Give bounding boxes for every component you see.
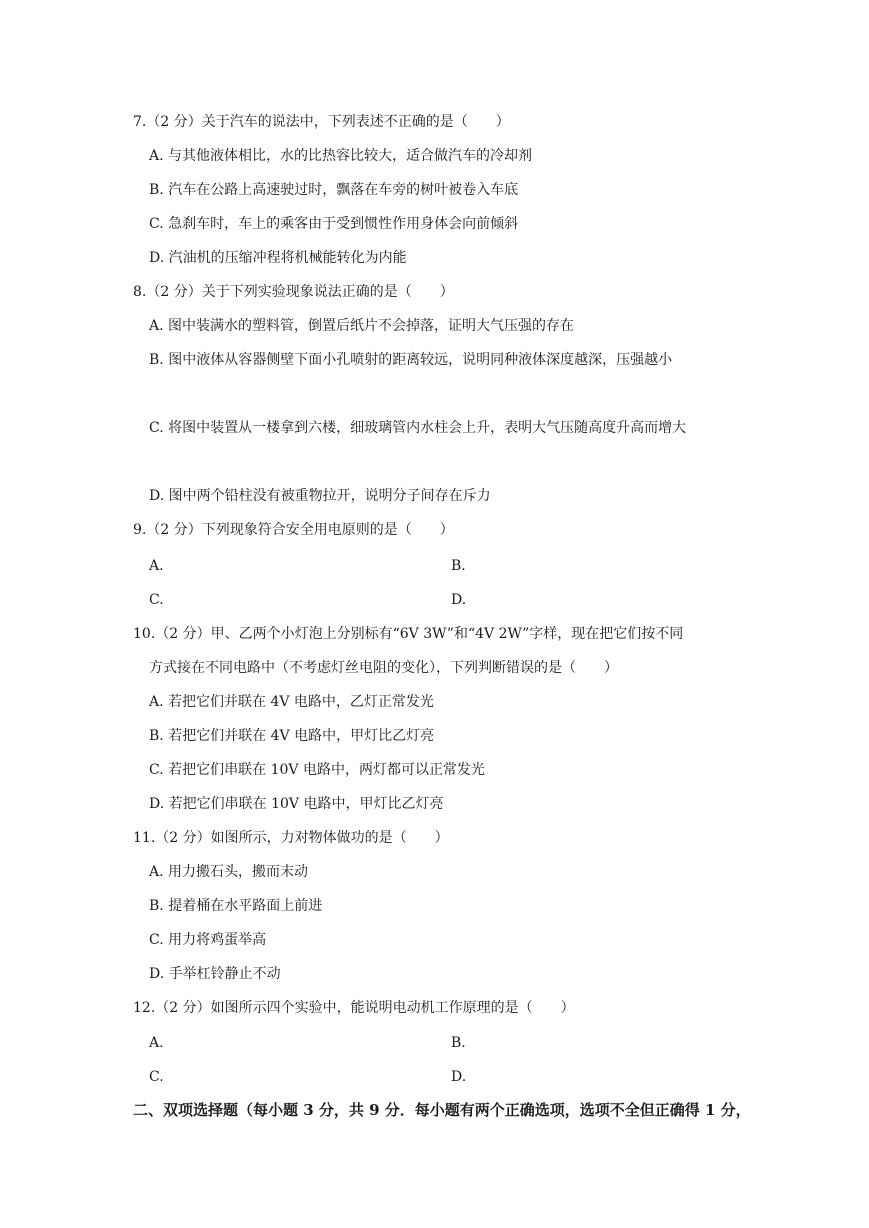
question-11-option-d: D. 手举杠铃静止不动 — [149, 966, 281, 982]
question-7-option-d: D. 汽油机的压缩冲程将机械能转化为内能 — [149, 250, 407, 266]
question-7-option-b: B. 汽车在公路上高速驶过时，飘落在车旁的树叶被卷入车底 — [149, 182, 519, 198]
question-11-stem: 11.（2 分）如图所示，力对物体做功的是（ ） — [133, 830, 449, 846]
question-8-option-d: D. 图中两个铅柱没有被重物拉开，说明分子间存在斥力 — [149, 488, 491, 504]
question-7-stem: 7.（2 分）关于汽车的说法中，下列表述不正确的是（ ） — [133, 114, 510, 130]
question-9-option-a: A. — [149, 558, 164, 574]
question-10-option-d: D. 若把它们串联在 10V 电路中，甲灯比乙灯亮 — [149, 796, 444, 812]
question-11-option-a: A. 用力搬石头，搬而末动 — [149, 864, 309, 880]
question-9-option-c: C. — [149, 592, 164, 608]
question-8-stem: 8.（2 分）关于下列实验现象说法正确的是（ ） — [133, 284, 454, 300]
question-12-option-c: C. — [149, 1069, 164, 1085]
question-9-option-b: B. — [451, 558, 466, 574]
question-10-option-b: B. 若把它们并联在 4V 电路中，甲灯比乙灯亮 — [149, 728, 435, 744]
question-11-option-b: B. 提着桶在水平路面上前进 — [149, 898, 323, 914]
question-9-stem: 9.（2 分）下列现象符合安全用电原则的是（ ） — [133, 522, 454, 538]
question-10-option-a: A. 若把它们并联在 4V 电路中，乙灯正常发光 — [149, 694, 434, 710]
question-8-option-c: C. 将图中装置从一楼拿到六楼，细玻璃管内水柱会上升，表明大气压随高度升高而增大 — [149, 420, 687, 436]
question-10-stem-continued: 方式接在不同电路中（不考虑灯丝电阻的变化），下列判断错误的是（ ） — [149, 660, 618, 676]
question-7-option-c: C. 急刹车时，车上的乘客由于受到惯性作用身体会向前倾斜 — [149, 216, 519, 232]
question-9-option-d: D. — [451, 592, 467, 608]
question-12-option-b: B. — [451, 1035, 466, 1051]
question-10-stem: 10.（2 分）甲、乙两个小灯泡上分别标有“6V 3W”和“4V 2W”字样，现在把它们按不同 — [133, 626, 684, 642]
question-12-stem: 12.（2 分）如图所示四个实验中，能说明电动机工作原理的是（ ） — [133, 1000, 575, 1016]
question-8-option-b: B. 图中液体从容器侧壁下面小孔喷射的距离较远，说明同种液体深度越深，压强越小 — [149, 352, 673, 368]
question-10-option-c: C. 若把它们串联在 10V 电路中，两灯都可以正常发光 — [149, 762, 485, 778]
question-12-option-d: D. — [451, 1069, 467, 1085]
section-2-heading: 二、双项选择题（每小题 3 分，共 9 分．每小题有两个正确选项，选项不全但正确得 1 分， — [133, 1101, 751, 1119]
question-8-option-a: A. 图中装满水的塑料管，倒置后纸片不会掉落，证明大气压强的存在 — [149, 318, 575, 334]
question-12-option-a: A. — [149, 1035, 164, 1051]
question-11-option-c: C. 用力将鸡蛋举高 — [149, 932, 267, 948]
question-7-option-a: A. 与其他液体相比，水的比热容比较大，适合做汽车的冷却剂 — [149, 148, 533, 164]
